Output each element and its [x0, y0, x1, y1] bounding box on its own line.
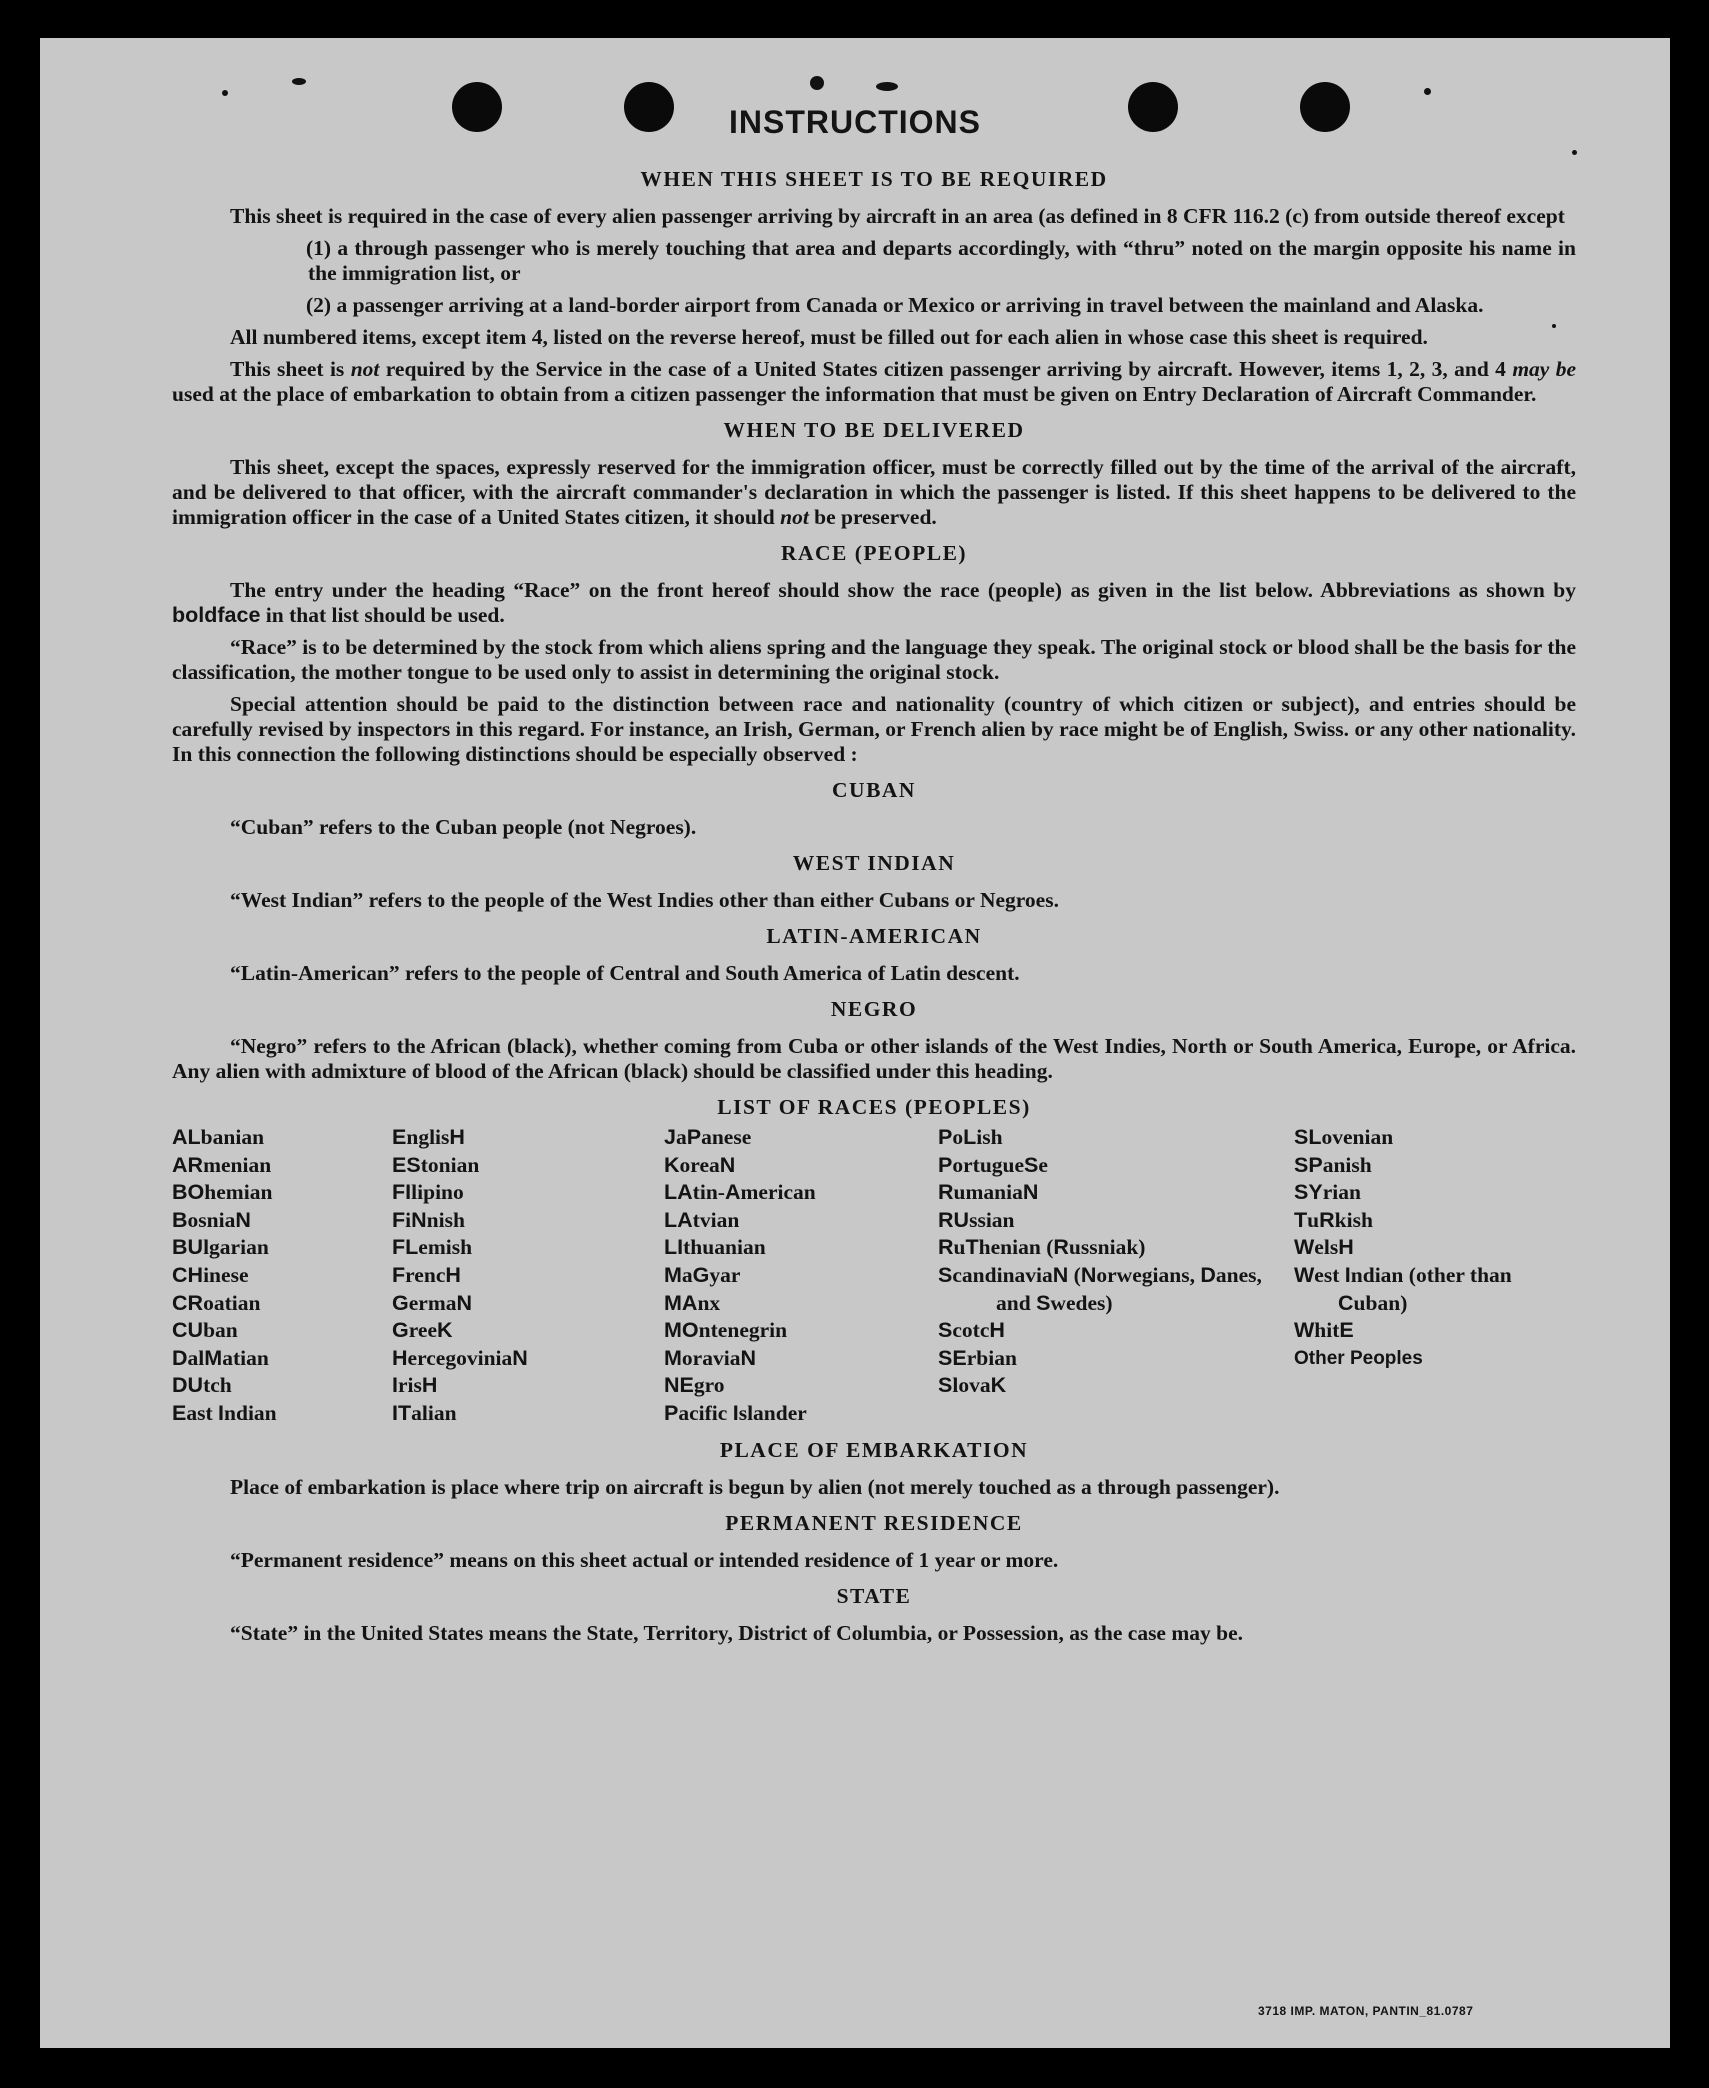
printer-mark: 3718 IMP. MATON, PANTIN_81.0787 — [1258, 2004, 1474, 2018]
race-entry: WhitE — [1294, 1318, 1354, 1343]
exception-item-2: (2) a passenger arriving at a land-border airport from Canada or Mexico or arriving in travel between the mainland and Alaska. — [306, 293, 1484, 317]
races-list — [172, 1124, 1576, 1428]
race-entry: ITalian — [392, 1400, 457, 1425]
delivered-paragraph: This sheet, except the spaces, expressly reserved for the immigration officer, must be correctly filled out by the time of the arrival of the aircraft, and be delivered to that officer, with the aircraft commander's declaration in which the passenger is listed. If this sheet happens to be delivered to the immigration officer in the case of a United States citizen, it should not be preserved. — [172, 455, 1576, 529]
races-column-2 — [392, 1124, 664, 1428]
race-entry: TuRkish — [1294, 1207, 1373, 1232]
race-entry: ARmenian — [172, 1152, 272, 1177]
race-entry: LAtin-American — [664, 1180, 816, 1205]
race-entry: KoreaN — [664, 1152, 736, 1177]
races-column-3 — [664, 1124, 938, 1428]
race-entry: GermaN — [392, 1290, 473, 1315]
race-entry: IrisH — [392, 1373, 438, 1398]
section-heading-residence: PERMANENT RESIDENCE — [725, 1510, 1023, 1535]
ink-speck — [222, 90, 228, 96]
race-entry: West Indian (other than Cuban) — [1294, 1262, 1512, 1315]
race-entry: Other Peoples — [1294, 1347, 1423, 1369]
race-entry: East Indian — [172, 1400, 277, 1425]
section-heading-required: WHEN THIS SHEET IS TO BE REQUIRED — [640, 167, 1108, 191]
section-heading-latin-american: LATIN-AMERICAN — [766, 924, 982, 948]
section-heading-state: STATE — [836, 1583, 912, 1608]
race-entry: PoLish — [938, 1125, 1003, 1149]
race-entry: RUssian — [938, 1207, 1015, 1232]
race-entry: FrencH — [392, 1262, 461, 1287]
race-entry: GreeK — [392, 1318, 453, 1343]
ink-speck — [810, 76, 824, 90]
race-entry: SErbian — [938, 1345, 1017, 1370]
document-sheet — [40, 38, 1670, 2048]
races-column-1 — [172, 1124, 392, 1428]
race-entry: SYrian — [1294, 1180, 1361, 1205]
race-entry: SlovaK — [938, 1373, 1007, 1398]
race-entry: CUban — [172, 1318, 238, 1343]
cuban-text: “Cuban” refers to the Cuban people (not Negroes). — [230, 815, 697, 839]
race-entry: ALbanian — [172, 1125, 265, 1149]
race-entry: BUlgarian — [172, 1235, 269, 1260]
race-entry: MAnx — [664, 1290, 721, 1315]
race-entry: EnglisH — [392, 1125, 465, 1149]
race-entry: FIlipino — [392, 1180, 464, 1205]
section-heading-races-list: LIST OF RACES (PEOPLES) — [717, 1095, 1031, 1119]
race-entry: SLovenian — [1294, 1125, 1394, 1149]
race-entry: Pacific Islander — [664, 1400, 807, 1425]
race-entry: MOntenegrin — [664, 1318, 788, 1343]
state-text: “State” in the United States means the State, Territory, District of Columbia, or Possession, as the case may be. — [230, 1620, 1244, 1645]
section-heading-west-indian: WEST INDIAN — [792, 851, 956, 875]
section-heading-negro: NEGRO — [830, 997, 918, 1021]
races-column-4 — [938, 1124, 1294, 1428]
race-entry: JaPanese — [664, 1125, 752, 1149]
race-entry: LIthuanian — [664, 1235, 766, 1260]
race-entry: MaGyar — [664, 1262, 741, 1287]
ink-speck — [1424, 88, 1431, 95]
race-entry: RumaniaN — [938, 1180, 1039, 1205]
race-entry: FiNnish — [392, 1207, 465, 1232]
race-entry: NEgro — [664, 1373, 725, 1398]
race-entry: FLemish — [392, 1235, 473, 1260]
exception-item-1: (1) a through passenger who is merely touching that area and departs accordingly, with “thru” noted on the margin opposite his name in the immigration list, or — [306, 236, 1576, 285]
race-entry: ScandinaviaN (Norwegians, Danes, and Swedes) — [938, 1262, 1262, 1315]
negro-text: “Negro” refers to the African (black), whether coming from Cuba or other islands of the West Indies, North or South America, Europe, or Africa. Any alien with admixture of blood of the African (black) should be classified under this heading. — [172, 1034, 1576, 1083]
race-paragraph-2: “Race” is to be determined by the stock from which aliens spring and the language they speak. The original stock or blood shall be the basis for the classification, the mother tongue to be used only to assist in determining the original stock. — [172, 635, 1576, 684]
race-entry: WelsH — [1294, 1235, 1354, 1260]
ink-speck — [292, 78, 306, 85]
race-entry: CHinese — [172, 1262, 249, 1287]
race-entry: DUtch — [172, 1373, 232, 1398]
numbered-items-paragraph: All numbered items, except item 4, listed on the reverse hereof, must be filled out for each alien in whose case this sheet is required. — [230, 325, 1428, 349]
ink-speck — [1572, 150, 1577, 155]
race-entry: PortugueSe — [938, 1152, 1048, 1177]
section-heading-race: RACE (PEOPLE) — [780, 541, 968, 565]
race-entry: CRoatian — [172, 1290, 261, 1315]
instructions-body — [172, 156, 1576, 1653]
required-intro: This sheet is required in the case of every alien passenger arriving by aircraft in an area (as defined in 8 CFR 116.2 (c) from outside thereof except — [230, 204, 1565, 228]
race-paragraph-1: The entry under the heading “Race” on the front hereof should show the race (people) as given in the list below. Abbreviations as shown by boldface in that list should be used. — [172, 578, 1576, 627]
section-heading-embarkation: PLACE OF EMBARKATION — [719, 1437, 1029, 1462]
west-indian-text: “West Indian” refers to the people of the West Indies other than either Cubans or Negroes. — [230, 888, 1059, 912]
race-entry: BosniaN — [172, 1207, 251, 1232]
residence-text: “Permanent residence” means on this sheet actual or intended residence of 1 year or more. — [230, 1547, 1059, 1572]
embarkation-text: Place of embarkation is place where trip on aircraft is begun by alien (not merely touched as a through passenger). — [230, 1474, 1280, 1499]
race-entry: ScotcH — [938, 1318, 1005, 1343]
race-entry: RuThenian (Russniak) — [938, 1235, 1146, 1260]
citizen-paragraph: This sheet is not required by the Service in the case of a United States citizen passenger arriving by aircraft. However, items 1, 2, 3, and 4 may be used at the place of embarkation to obtain from a citizen passenger the information that must be given on Entry Declaration of Aircraft Commander. — [172, 357, 1576, 406]
latin-american-text: “Latin-American” refers to the people of Central and South America of Latin descent. — [230, 961, 1020, 985]
race-paragraph-3: Special attention should be paid to the distinction between race and nationality (country of which citizen or subject), and entries should be carefully revised by inspectors in this regard. For instance, an Irish, German, or French alien by race might be of English, Swiss. or any other nationality. In this connection the following distinctions should be especially observed : — [172, 692, 1576, 766]
race-entry: DalMatian — [172, 1345, 269, 1370]
race-entry: BOhemian — [172, 1180, 273, 1205]
races-column-5 — [1294, 1124, 1554, 1428]
race-entry: EStonian — [392, 1152, 480, 1177]
section-heading-cuban: CUBAN — [832, 778, 916, 802]
race-entry: HercegoviniaN — [392, 1345, 528, 1370]
race-entry: MoraviaN — [664, 1345, 756, 1370]
ink-speck — [876, 82, 898, 91]
page-title: INSTRUCTIONS — [729, 104, 981, 140]
section-heading-delivered: WHEN TO BE DELIVERED — [723, 418, 1025, 442]
race-entry: SPanish — [1294, 1152, 1372, 1177]
race-entry: LAtvian — [664, 1207, 740, 1232]
